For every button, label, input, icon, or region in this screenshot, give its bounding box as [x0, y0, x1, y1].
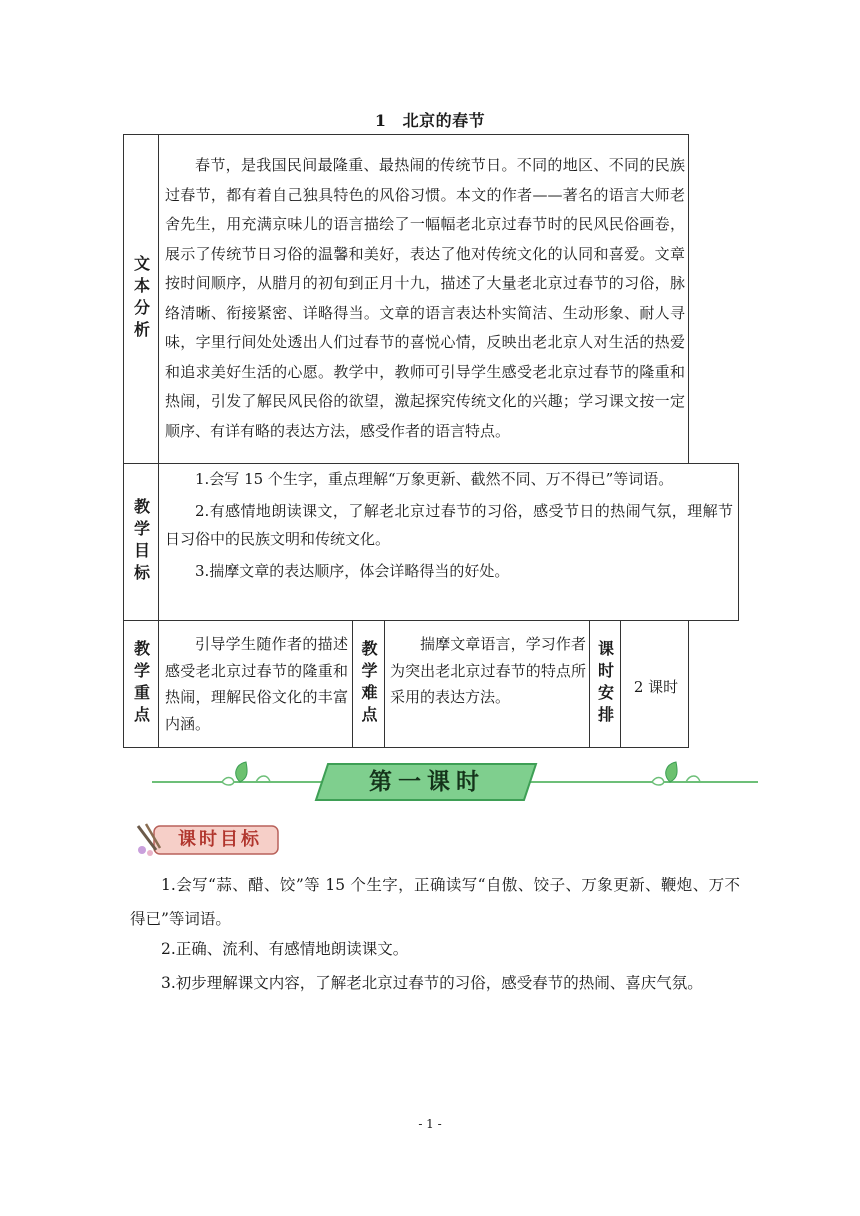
- focus-label: 教学重点: [124, 621, 159, 747]
- objective-item: 1.会写“蒜、醋、饺”等 15 个生字，正确读写“自傲、饺子、万象更新、鞭炮、万不得已”等词语。: [130, 876, 740, 928]
- banner-title: 第一课时: [369, 769, 485, 795]
- analysis-row: [123, 134, 689, 464]
- goals-list: [165, 465, 733, 585]
- lesson-number: 1: [374, 111, 387, 130]
- analysis-label: 文本分析: [124, 135, 159, 463]
- objective-item: 3.初步理解课文内容，了解老北京过春节的习俗，感受春节的热闹、喜庆气氛。: [161, 974, 703, 992]
- focus-text: 引导学生随作者的描述感受老北京过春节的隆重和热闹，理解民俗文化的丰富内涵。: [165, 635, 348, 733]
- analysis-text: 春节，是我国民间最隆重、最热闹的传统节日。不同的地区、不同的民族过春节，都有着自己独具特色的风俗习惯。本文的作者——著名的语言大师老舍先生，用充满京味儿的语言描绘了一幅幅老北京过春节时的民风民俗画卷，展示了传统节日习俗的温馨和美好，表达了他对传统文化的认同和喜爱。文章按时间顺序，从腊月的初旬到正月十九，描述了大量老北京过春节的习俗，脉络清晰、衔接紧密、详略得当。文章的语言表达朴实简洁、生动形象、耐人寻味，字里行间处处透出人们过春节的喜悦心情，反映出老北京人对生活的热爱和追求美好生活的心愿。教学中，教师可引导学生感受老北京过春节的隆重和热闹，引发了解民风民俗的欲望，激起探究传统文化的兴趣；学习课文按一定顺序、有详有略的表达方法，感受作者的语言特点。: [165, 156, 685, 440]
- objectives-badge-label: 课时目标: [178, 829, 262, 850]
- objective-item: 2.正确、流利、有感情地朗读课文。: [161, 940, 409, 958]
- goal-item: 2.有感情地朗读课文，了解老北京过春节的习俗，感受节日的热闹气氛，理解节日习俗中的民族文明和传统文化。: [165, 502, 733, 548]
- objectives-badge: [130, 822, 282, 858]
- goals-row: [123, 463, 739, 621]
- goal-item: 1.会写 15 个生字，重点理解“万象更新、截然不同、万不得已”等词语。: [195, 470, 674, 488]
- difficulty-text: 揣摩文章语言，学习作者为突出老北京过春节的特点所采用的表达方法。: [390, 635, 586, 706]
- schedule-value: 2 课时: [633, 678, 679, 696]
- section-banner: [152, 756, 758, 808]
- lesson-name: 北京的春节: [402, 111, 486, 130]
- difficulty-label: 教学难点: [352, 621, 385, 747]
- lesson-title: [0, 108, 860, 131]
- goals-label: 教学目标: [124, 464, 159, 620]
- key-points-row: [123, 620, 689, 748]
- schedule-label: 课时安排: [589, 621, 621, 747]
- page-number: - 1 -: [418, 1117, 442, 1131]
- goal-item: 3.揣摩文章的表达顺序，体会详略得当的好处。: [195, 562, 510, 580]
